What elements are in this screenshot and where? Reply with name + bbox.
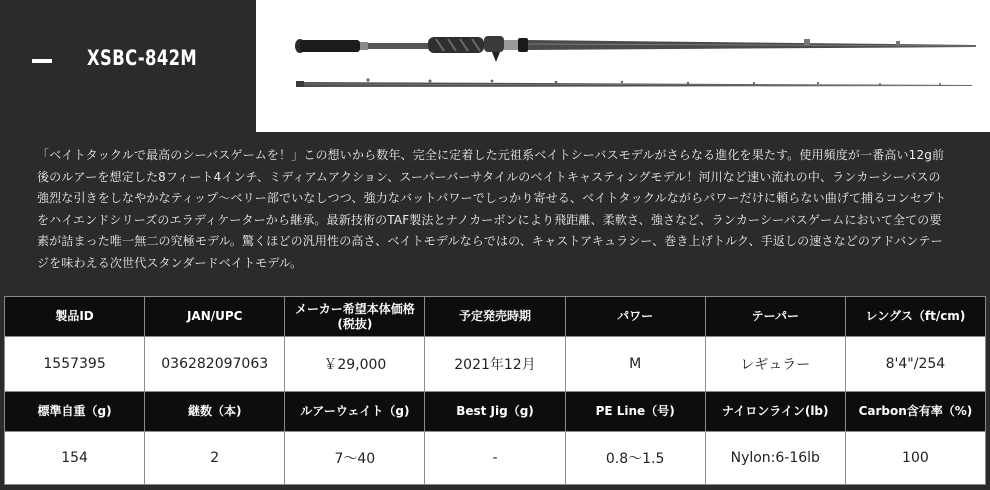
spec-header-lure-weight: ルアーウェイト（g) (285, 392, 425, 432)
spec-value-release: 2021年12月 (425, 337, 565, 392)
collapse-dash-icon[interactable] (32, 59, 52, 63)
spec-value-price: ￥29,000 (285, 337, 425, 392)
spec-header-row (5, 297, 986, 337)
product-description: 「ベイトタックルで最高のシーバスゲームを！」この想いから数年、完全に定着した元祖系ベイトシーバスモデルがさらなる進化を果たす。使用頻度が一番高い12g前後のルアーを想定した8フィート4インチ、ミディアムアクション、スーパーバーサタイルのベイトキャスティングモデル！河川など速い流れの中、ランカーシーバスの強烈な引きをしなやかなティップ〜ベリー部でいなしつつ、強力なバットパワーでしっかり寄せる、ベイトタックルながらパワーだけに頼らない曲げて捕るコンセプトをハイエンドシリーズのエラディケーターから継承。最新技術のTAF製法とナノカーボンにより飛距離、柔軟さ、強さなど、ランカーシーバスゲームにおいて全ての要素が詰まった唯一無二の究極モデル。驚くほどの汎用性の高さ、ベイトモデルならではの、キャストアキュラシー、巻き上げトルク、手返しの速さなどのアドバンテージを味わえる次世代スタンダードベイトモデル。 (37, 148, 947, 270)
spec-header-release: 予定発売時期 (425, 297, 565, 337)
spec-value-row (5, 337, 986, 392)
spec-value-carbon: 100 (845, 432, 985, 485)
spec-value-lure-weight: 7〜40 (285, 432, 425, 485)
product-header (0, 0, 990, 132)
model-name: XSBC-842M (87, 46, 198, 70)
spec-header-pieces: 継数（本) (145, 392, 285, 432)
spec-header-product-id: 製品ID (5, 297, 145, 337)
spec-value-length: 8'4"/254 (845, 337, 985, 392)
spec-value-weight: 154 (5, 432, 145, 485)
spec-header-power: パワー (565, 297, 705, 337)
spec-value-nylon-line: Nylon:6-16lb (705, 432, 845, 485)
spec-header-best-jig: Best Jig（g) (425, 392, 565, 432)
spec-header-row (5, 392, 986, 432)
spec-header-nylon-line: ナイロンライン(lb) (705, 392, 845, 432)
spec-header-pe-line: PE Line（号) (565, 392, 705, 432)
rod-tip-section (296, 78, 972, 87)
fishing-rod-image (256, 0, 990, 132)
spec-value-best-jig: - (425, 432, 565, 485)
spec-value-power: M (565, 337, 705, 392)
spec-value-pieces: 2 (145, 432, 285, 485)
rod-butt-section (295, 36, 976, 62)
spec-header-length: レングス（ft/cm) (845, 297, 985, 337)
spec-header-price (285, 297, 425, 337)
spec-header-taper: テーパー (705, 297, 845, 337)
spec-header-jan-upc: JAN/UPC (145, 297, 285, 337)
spec-header-carbon: Carbon含有率（%) (845, 392, 985, 432)
spec-value-taper: レギュラー (705, 337, 845, 392)
spec-value-pe-line: 0.8〜1.5 (565, 432, 705, 485)
spec-table (4, 296, 986, 485)
spec-value-product-id: 1557395 (5, 337, 145, 392)
product-image (256, 0, 990, 132)
spec-header-price-text: メーカー希望本体価格 (税抜) (294, 301, 415, 331)
spec-header-weight: 標準自重（g) (5, 392, 145, 432)
spec-value-row (5, 432, 986, 485)
spec-value-jan-upc: 036282097063 (145, 337, 285, 392)
